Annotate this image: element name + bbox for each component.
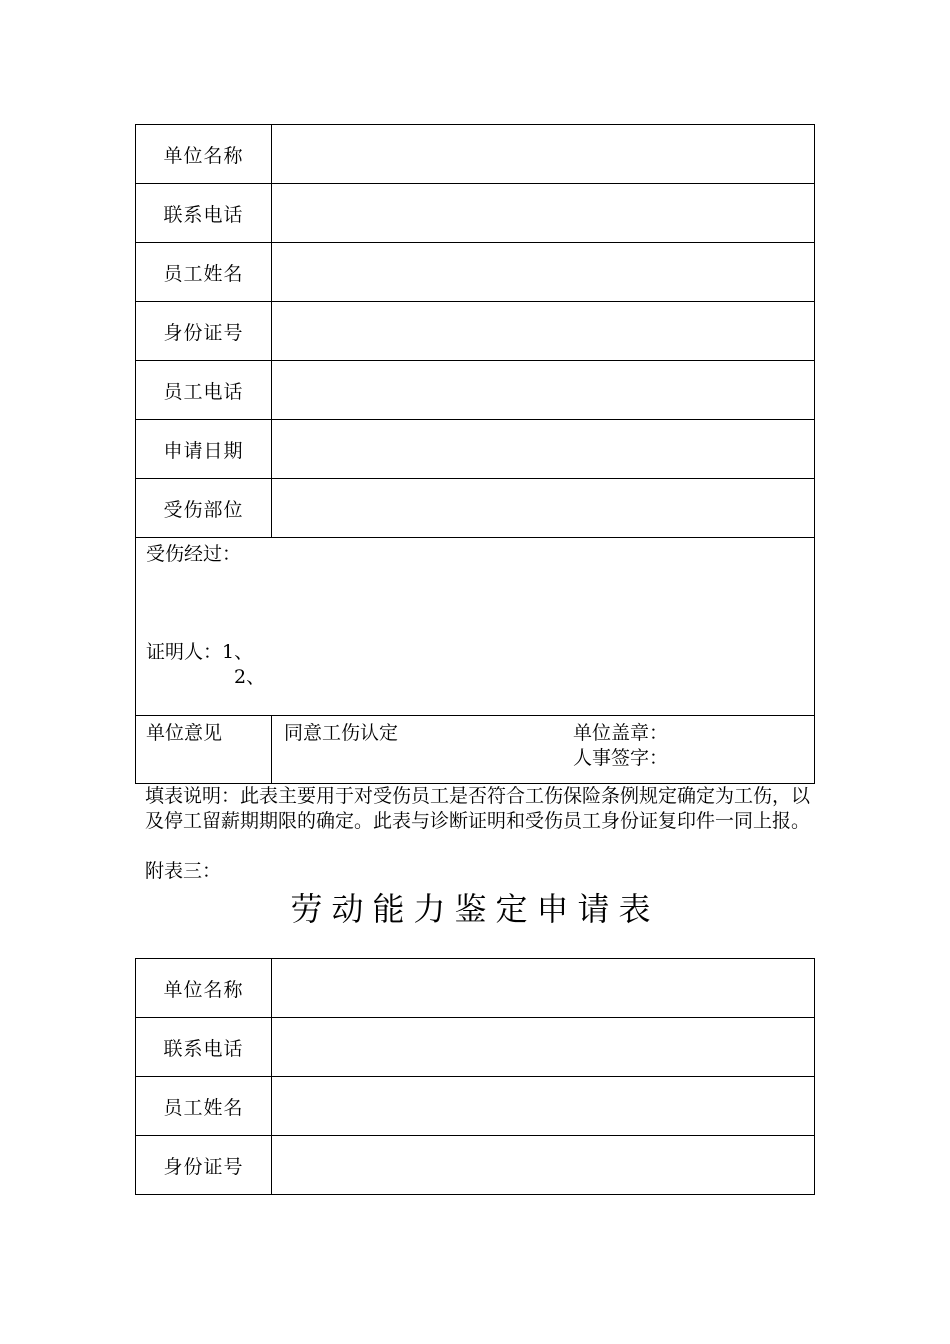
witness-label: 证明人：1、 <box>146 641 254 663</box>
annex-label: 附表三： <box>145 860 222 882</box>
unit-opinion-label: 单位意见 <box>146 722 223 744</box>
contact-phone-label: 联系电话 <box>136 1018 272 1077</box>
form-row <box>136 1136 815 1195</box>
injured-part-label: 受伤部位 <box>136 479 272 538</box>
id-number-field[interactable] <box>272 302 815 361</box>
employee-name-label: 员工姓名 <box>136 243 272 302</box>
unit-name-label: 单位名称 <box>136 125 272 184</box>
form-row <box>136 1077 815 1136</box>
ability-assessment-form-table <box>135 958 815 1195</box>
form-row <box>136 302 815 361</box>
id-number-label: 身份证号 <box>136 302 272 361</box>
injury-process-section[interactable] <box>135 537 815 716</box>
form-row <box>136 1018 815 1077</box>
injury-process-label: 受伤经过： <box>146 543 242 565</box>
apply-date-field[interactable] <box>272 420 815 479</box>
employee-name-field[interactable] <box>272 1077 815 1136</box>
column-divider <box>271 716 272 783</box>
unit-name-field[interactable] <box>272 959 815 1018</box>
contact-phone-field[interactable] <box>272 1018 815 1077</box>
id-number-label: 身份证号 <box>136 1136 272 1195</box>
employee-phone-label: 员工电话 <box>136 361 272 420</box>
form-row <box>136 184 815 243</box>
unit-name-field[interactable] <box>272 125 815 184</box>
employee-phone-field[interactable] <box>272 361 815 420</box>
apply-date-label: 申请日期 <box>136 420 272 479</box>
witness-2-label: 2、 <box>234 666 266 688</box>
fill-instructions: 填表说明：此表主要用于对受伤员工是否符合工伤保险条例规定确定为工伤，以及停工留薪期期限的确定。此表与诊断证明和受伤员工身份证复印件一同上报。 <box>145 785 811 832</box>
form-row <box>136 361 815 420</box>
hr-sign-label: 人事签字： <box>573 747 669 769</box>
employee-name-label: 员工姓名 <box>136 1077 272 1136</box>
form-row <box>136 243 815 302</box>
form-row <box>136 125 815 184</box>
employee-name-field[interactable] <box>272 243 815 302</box>
contact-phone-label: 联系电话 <box>136 184 272 243</box>
form-row <box>136 959 815 1018</box>
injury-form-table <box>135 124 815 538</box>
unit-name-label: 单位名称 <box>136 959 272 1018</box>
form-row <box>136 479 815 538</box>
form-row <box>136 420 815 479</box>
contact-phone-field[interactable] <box>272 184 815 243</box>
injured-part-field[interactable] <box>272 479 815 538</box>
unit-opinion-value[interactable]: 同意工伤认定 <box>284 722 399 744</box>
unit-seal-label: 单位盖章： <box>573 722 669 744</box>
page-title: 劳动能力鉴定申请表 <box>290 890 660 928</box>
unit-opinion-section <box>135 715 815 784</box>
id-number-field[interactable] <box>272 1136 815 1195</box>
